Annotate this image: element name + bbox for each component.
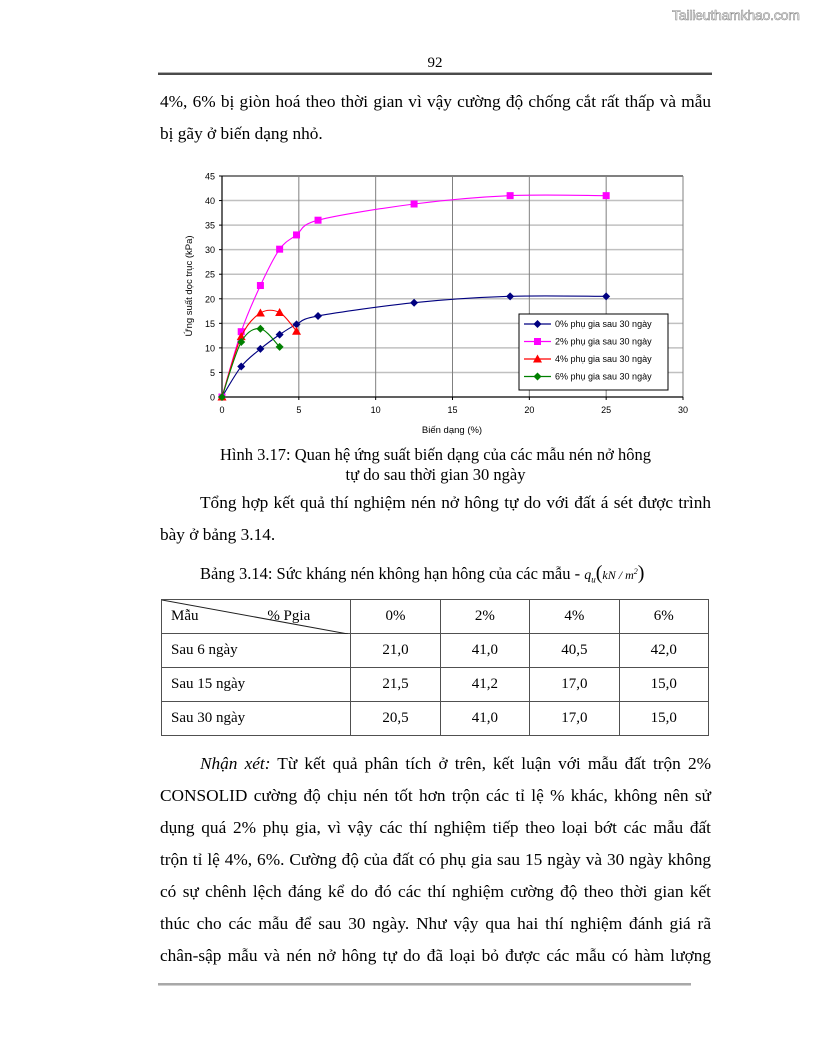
stress-strain-chart — [170, 160, 700, 445]
row-label: Sau 30 ngày — [162, 702, 351, 736]
q-symbol: $q_u$ — [584, 568, 596, 585]
table-cell: 41,0 — [440, 634, 529, 668]
legend-label: 2% phụ gia sau 30 ngày — [555, 336, 652, 347]
series-line — [222, 329, 280, 397]
table-cell: 17,0 — [530, 668, 619, 702]
table-cell: 41,0 — [440, 702, 529, 736]
table-cell: 42,0 — [619, 634, 708, 668]
data-point — [293, 231, 300, 238]
x-tick-label: 0 — [219, 405, 225, 415]
text-line: có sự chênh lệch đáng kể do đó các thí nghiệm cường độ theo thời gian kết — [160, 882, 711, 901]
summary-paragraph — [160, 487, 711, 551]
footer-rule — [158, 983, 691, 986]
row-label: Sau 6 ngày — [162, 634, 351, 668]
table-cell: 15,0 — [619, 668, 708, 702]
y-tick-label: 30 — [204, 245, 215, 256]
y-tick-label: 40 — [204, 196, 215, 207]
caption-line-2: tự do sau thời gian 30 ngày — [345, 465, 526, 484]
remark-paragraph — [160, 748, 711, 972]
table-row — [162, 634, 709, 668]
table-header-row — [162, 600, 709, 634]
caption-line-1: Hình 3.17: Quan hệ ứng suất biến dạng của các mẫu nén nở hông — [220, 445, 651, 464]
remark-text: Từ kết quả phân tích ở trên, kết luận với mẫu đất trộn 2% — [270, 754, 711, 773]
y-tick-label: 25 — [204, 269, 215, 280]
data-point — [315, 217, 322, 224]
corner-label-sample: Mẫu — [171, 608, 199, 624]
x-tick-label: 10 — [370, 405, 381, 415]
table-row — [162, 702, 709, 736]
data-point — [257, 282, 264, 289]
text-line: 4%, 6% bị giòn hoá theo thời gian vì vậy cường độ chống cắt rất thấp và mẫu — [160, 92, 711, 111]
data-point — [256, 325, 264, 333]
intro-paragraph — [160, 86, 711, 150]
text-line: trộn tỉ lệ 4%, 6%. Cường độ của đất có phụ gia sau 15 ngày và 30 ngày không — [160, 850, 711, 869]
legend-label: 0% phụ gia sau 30 ngày — [555, 319, 652, 330]
text-line: CONSOLID cường độ chịu nén tốt hơn trộn các tỉ lệ % khác, không nên sử — [160, 786, 711, 805]
y-tick-label: 15 — [204, 318, 215, 329]
column-header: 0% — [351, 600, 440, 634]
data-point — [314, 312, 322, 320]
data-point — [276, 246, 283, 253]
x-tick-label: 25 — [601, 405, 612, 415]
x-tick-label: 15 — [447, 405, 458, 415]
y-tick-label: 5 — [209, 367, 215, 378]
page-number: 92 — [427, 55, 443, 71]
strength-table — [161, 599, 709, 736]
text-line: chân-sập mẫu và nén nở hông tự do đã loại bỏ được các mẫu có hàm lượng — [160, 946, 711, 965]
legend-label: 6% phụ gia sau 30 ngày — [555, 371, 652, 382]
remark-label: Nhận xét: — [200, 754, 271, 773]
corner-cell — [162, 600, 351, 634]
text-line — [160, 748, 711, 780]
y-tick-label: 10 — [204, 343, 215, 354]
series-3 — [218, 325, 284, 401]
column-header: 6% — [619, 600, 708, 634]
y-tick-label: 0 — [209, 392, 215, 403]
watermark: Tailieuthamkhao.com — [672, 7, 800, 23]
table-cell: 15,0 — [619, 702, 708, 736]
table-title — [200, 562, 644, 585]
corner-label-additive: % Pgia — [267, 608, 311, 624]
figure-caption — [160, 445, 711, 485]
data-point — [411, 200, 418, 207]
table-row — [162, 668, 709, 702]
data-point — [276, 331, 284, 339]
table-cell: 21,5 — [351, 668, 440, 702]
header-rule — [158, 72, 712, 75]
paren-open: ( — [595, 562, 603, 584]
table-cell: 41,2 — [440, 668, 529, 702]
table-cell: 17,0 — [530, 702, 619, 736]
table-cell: 40,5 — [530, 634, 619, 668]
x-tick-label: 5 — [296, 405, 302, 415]
x-tick-label: 20 — [524, 405, 535, 415]
legend-label: 4% phụ gia sau 30 ngày — [555, 354, 652, 365]
paren-close: ) — [637, 562, 645, 584]
data-point — [507, 192, 514, 199]
data-point — [256, 309, 265, 317]
series-2 — [218, 308, 302, 400]
column-header: 4% — [530, 600, 619, 634]
chart-legend — [519, 314, 668, 390]
text-line: bị gãy ở biến dạng nhỏ. — [160, 124, 323, 143]
x-axis-label: Biến dạng (%) — [421, 425, 483, 436]
data-point — [275, 308, 284, 316]
column-header: 2% — [440, 600, 529, 634]
unit: kN / $m^2$ — [602, 567, 638, 582]
data-point — [603, 192, 610, 199]
table-title-text: Bảng 3.14: Sức kháng nén không hạn hông của các mẫu - — [200, 564, 581, 583]
text-line: Tổng hợp kết quả thí nghiệm nén nở hông tự do với đất á sét được trình — [200, 493, 711, 512]
table-cell: 20,5 — [351, 702, 440, 736]
table-cell: 21,0 — [351, 634, 440, 668]
legend-marker — [534, 338, 541, 345]
y-tick-label: 45 — [204, 171, 215, 182]
row-label: Sau 15 ngày — [162, 668, 351, 702]
text-line: bày ở bảng 3.14. — [160, 525, 276, 544]
x-tick-label: 30 — [677, 405, 689, 415]
y-axis-label: Ứng suất dọc trục (kPa) — [184, 235, 195, 337]
text-line: thúc cho các mẫu để sau 30 ngày. Như vậy qua hai thí nghiệm đánh giá rã — [160, 914, 711, 933]
text-line: dụng quá 2% phụ gia, vì vậy các thí nghiệm tiếp theo loại bớt các mẫu đất — [160, 818, 711, 837]
y-tick-label: 35 — [204, 220, 215, 231]
data-point — [410, 299, 418, 307]
y-tick-label: 20 — [204, 294, 215, 305]
